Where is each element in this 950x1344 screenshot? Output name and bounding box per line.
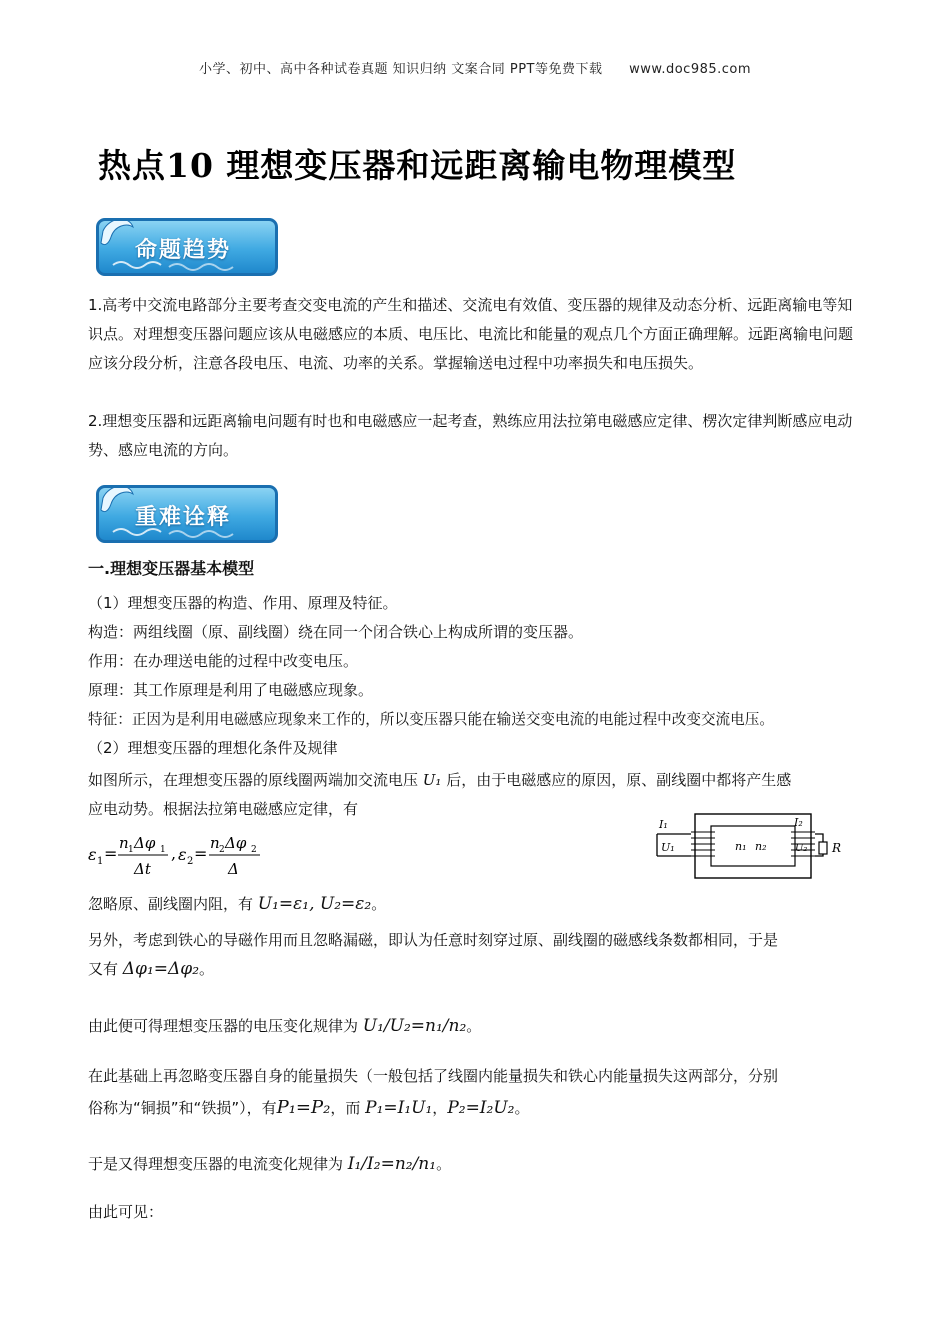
explain-badge — [96, 485, 278, 543]
svg-text:2: 2 — [219, 845, 225, 855]
eq-u-emf: U₁=ε₁, U₂=ε₂ — [257, 894, 372, 914]
text-line-17: 由此可见： — [88, 1203, 164, 1221]
eq-phi: Δφ₁=Δφ₂ — [122, 959, 200, 979]
trend-paragraph-1: 1.高考中交流电路部分主要考查交变电流的产生和描述、交流电有效值、变压器的规律及动态分析、远距离输电等知识点。对理想变压器问题应该从电磁感应的本质、电压比、电流比和能量的观点几个方面正确理解。远距离输电问题应该分段分析，注意各段电压、电流、功率的关系。掌握输送电过程中功率损失和电压损失。 — [88, 296, 854, 372]
svg-text:1: 1 — [160, 845, 166, 855]
header-url[interactable]: www.doc985.com — [629, 62, 752, 77]
explain-badge-label: 重难诠释 — [135, 505, 232, 530]
svg-text:Δφ: Δφ — [225, 834, 247, 852]
text-line-6: （2）理想变压器的理想化条件及规律 — [88, 739, 338, 757]
svg-text:=: = — [104, 844, 118, 863]
svg-text:n: n — [210, 834, 220, 852]
trend-badge-label: 命题趋势 — [135, 238, 232, 263]
text-line-8: 应电动势。根据法拉第电磁感应定律，有 — [88, 800, 359, 818]
text-line-1: （1）理想变压器的构造、作用、原理及特征。 — [88, 594, 398, 612]
text-line-3: 作用：在办理送电能的过程中改变电压。 — [88, 652, 359, 670]
diagram-label-U1: U₁ — [661, 841, 675, 854]
svg-text:Δt: Δt — [134, 860, 151, 878]
diagram-label-U2: U₂ — [795, 843, 808, 854]
u1-symbol: U₁ — [422, 771, 442, 789]
text-line-12: 又有 Δφ₁=Δφ₂。 — [88, 959, 215, 979]
text-line-2: 构造：两组线圈（原、副线圈）绕在同一个闭合铁心上构成所谓的变压器。 — [88, 623, 584, 641]
transformer-diagram-svg — [655, 812, 855, 882]
trend-paragraph-2: 2.理想变压器和远距离输电问题有时也和电磁感应一起考查，熟练应用法拉第电磁感应定律、楞次定律判断感应电动势、感应电流的方向。 — [88, 412, 853, 459]
text-line-13: 由此便可得理想变压器的电压变化规律为 U₁/U₂=n₁/n₂。 — [88, 1016, 482, 1036]
svg-text:2: 2 — [187, 856, 194, 867]
page-header — [0, 58, 950, 77]
eq-voltage-ratio: U₁/U₂=n₁/n₂ — [362, 1016, 467, 1036]
header-slogan: 小学、初中、高中各种试卷真题 知识归纳 文案合同 PPT等免费下载 — [198, 62, 603, 77]
text-line-10: 忽略原、副线圈内阻，有 U₁=ε₁, U₂=ε₂。 — [88, 894, 387, 914]
svg-text:Δ: Δ — [228, 860, 239, 878]
text-line-5: 特征：正因为是利用电磁感应现象来工作的，所以变压器只能在输送交变电流的电能过程中改变交流电压。 — [88, 711, 774, 728]
eq-power: P₁=P₂ — [276, 1097, 331, 1118]
section-heading: 一.理想变压器基本模型 — [88, 559, 255, 578]
emf-formula-svg — [88, 828, 288, 878]
svg-text:ε: ε — [178, 845, 187, 864]
text-line-15: 俗称为“铜损”和“铁损”），有P₁=P₂，而 P₁=I₁U₁，P₂=I₂U₂。 — [88, 1097, 530, 1118]
svg-text:,: , — [171, 844, 177, 863]
emf-formula — [88, 828, 288, 882]
page-title: 热点10 理想变压器和远距离输电物理模型 — [98, 146, 737, 185]
diagram-label-n1: n₁ — [735, 840, 747, 853]
eq-power-1: P₁=I₁U₁ — [365, 1098, 433, 1118]
diagram-label-I1: I₁ — [659, 818, 668, 831]
eq-power-2: P₂=I₂U₂ — [447, 1098, 515, 1118]
text-line-4: 原理：其工作原理是利用了电磁感应现象。 — [88, 681, 374, 699]
transformer-diagram — [655, 812, 855, 886]
text-line-16: 于是又得理想变压器的电流变化规律为 I₁/I₂=n₂/n₁。 — [88, 1154, 452, 1174]
svg-text:1: 1 — [97, 856, 104, 867]
diagram-label-I2: I₂ — [794, 816, 803, 829]
svg-text:Δφ: Δφ — [134, 834, 156, 852]
diagram-label-n2: n₂ — [755, 840, 767, 853]
diagram-label-R: R — [832, 841, 842, 855]
svg-text:2: 2 — [251, 845, 257, 855]
svg-text:ε: ε — [88, 845, 97, 864]
text-line-14: 在此基础上再忽略变压器自身的能量损失（一般包括了线圈内能量损失和铁心内能量损失这两部分，分别 — [88, 1067, 779, 1085]
trend-badge — [96, 218, 278, 276]
svg-text:n: n — [119, 834, 129, 852]
text-line-11: 另外，考虑到铁心的导磁作用而且忽略漏磁，即认为任意时刻穿过原、副线圈的磁感线条数都相同，于是 — [88, 931, 779, 949]
svg-text:=: = — [194, 844, 208, 863]
resistor-icon — [819, 842, 827, 854]
svg-text:1: 1 — [128, 845, 134, 855]
text-line-7: 如图所示，在理想变压器的原线圈两端加交流电压 U₁ 后，由于电磁感应的原因，原、副线圈中都将产生感 — [88, 771, 792, 789]
eq-current-ratio: I₁/I₂=n₂/n₁ — [347, 1154, 437, 1174]
